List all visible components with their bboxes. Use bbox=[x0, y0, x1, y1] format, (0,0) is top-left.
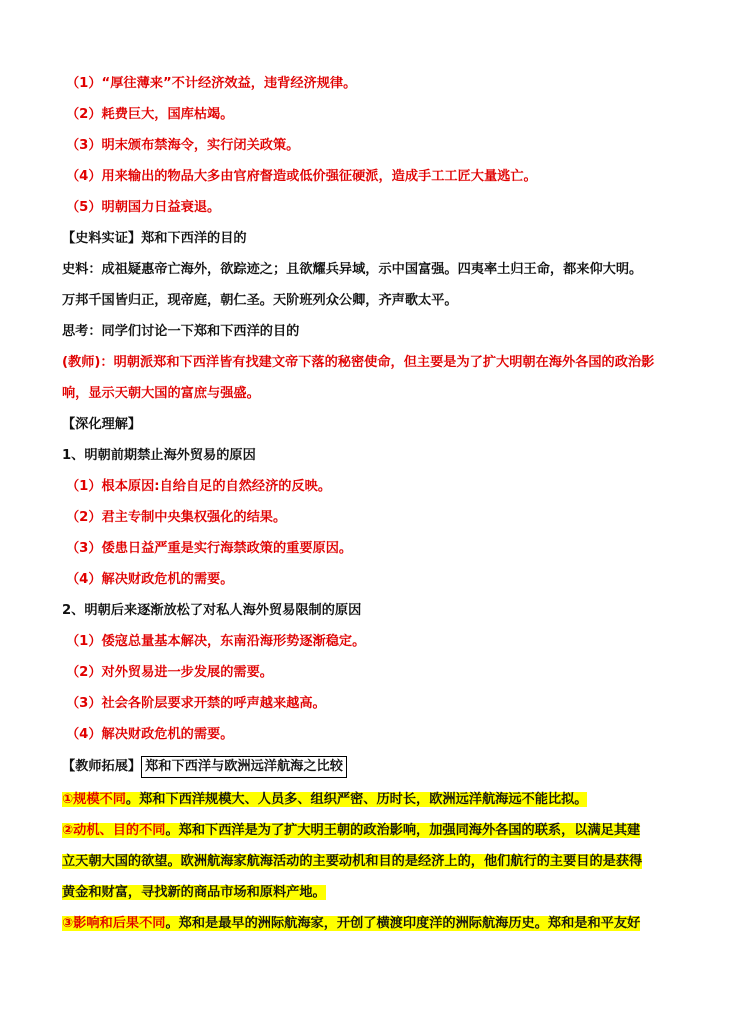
teacher-answer-line-2: 响，显示天朝大国的富庶与强盛。 bbox=[62, 386, 260, 401]
q1-item-1: （1）根本原因:自给自足的自然经济的反映。 bbox=[66, 479, 332, 494]
compare-2-line-2 bbox=[62, 846, 692, 877]
compare-2-text-3: 黄金和财富，寻找新的商品市场和原料产地。 bbox=[62, 885, 326, 900]
compare-1-body: 。郑和下西洋规模大、人员多、组织严密、历时长，欧洲远洋航海远不能比拟。 bbox=[125, 792, 588, 807]
compare-3 bbox=[62, 908, 692, 939]
compare-1-head: ①规模不同 bbox=[62, 792, 126, 807]
source-line-2: 万邦千国皆归正，现帝庭，朝仁圣。天阶班列众公卿，齐声歌太平。 bbox=[62, 293, 458, 308]
reason-item-3: （3）明末颁布禁海令，实行闭关政策。 bbox=[66, 138, 300, 153]
compare-3-head: ③影响和后果不同 bbox=[62, 916, 166, 931]
deepen-heading: 【深化理解】 bbox=[62, 417, 142, 432]
q2-item-1: （1）倭寇总量基本解决，东南沿海形势逐渐稳定。 bbox=[66, 634, 366, 649]
extend-title-box: 郑和下西洋与欧洲远洋航海之比较 bbox=[141, 756, 347, 778]
teacher-answer-line-1: (教师)：明朝派郑和下西洋皆有找建文帝下落的秘密使命，但主要是为了扩大明朝在海外各国的政治影 bbox=[62, 355, 655, 370]
reason-item-4: （4）用来输出的物品大多由官府督造或低价强征硬派，造成手工工匠大量逃亡。 bbox=[66, 169, 537, 184]
compare-2-head: ②动机、目的不同 bbox=[62, 823, 166, 838]
reason-item-5: （5）明朝国力日益衰退。 bbox=[66, 200, 221, 215]
extend-label: 【教师拓展】 bbox=[62, 759, 142, 774]
q2-item-4: （4）解决财政危机的需要。 bbox=[66, 727, 234, 742]
q1-item-3: （3）倭患日益严重是实行海禁政策的重要原因。 bbox=[66, 541, 353, 556]
reason-item-1: （1）“厚往薄来”不计经济效益，违背经济规律。 bbox=[66, 76, 357, 91]
extend-heading bbox=[62, 750, 692, 784]
document-page bbox=[62, 68, 692, 939]
evidence-heading bbox=[62, 223, 692, 254]
compare-3-body: 。郑和是最早的洲际航海家，开创了横渡印度洋的洲际航海历史。郑和是和平友好 bbox=[165, 916, 641, 931]
compare-2-text-2: 立天朝大国的欲望。欧洲航海家航海活动的主要动机和目的是经济上的，他们航行的主要目的是获得 bbox=[62, 854, 643, 869]
compare-2 bbox=[62, 815, 692, 846]
compare-1 bbox=[62, 784, 692, 815]
q1-title: 1、明朝前期禁止海外贸易的原因 bbox=[62, 448, 256, 463]
q1-item-2: （2）君主专制中央集权强化的结果。 bbox=[66, 510, 287, 525]
source-line-1: 史料：成祖疑惠帝亡海外，欲踪迹之；且欲耀兵异域，示中国富强。四夷率土归王命，都来仰大明。 bbox=[62, 262, 643, 277]
q2-item-3: （3）社会各阶层要求开禁的呼声越来越高。 bbox=[66, 696, 326, 711]
evidence-label: 【史料实证】 bbox=[62, 231, 142, 246]
evidence-title: 郑和下西洋的目的 bbox=[141, 231, 247, 246]
q2-title: 2、明朝后来逐渐放松了对私人海外贸易限制的原因 bbox=[62, 603, 362, 618]
compare-2-body: 。郑和下西洋是为了扩大明王朝的政治影响，加强同海外各国的联系，以满足其建 bbox=[165, 823, 641, 838]
q1-item-4: （4）解决财政危机的需要。 bbox=[66, 572, 234, 587]
q2-item-2: （2）对外贸易进一步发展的需要。 bbox=[66, 665, 273, 680]
think-question: 思考：同学们讨论一下郑和下西洋的目的 bbox=[62, 324, 300, 339]
reason-item-2: （2）耗费巨大，国库枯竭。 bbox=[66, 107, 234, 122]
compare-2-line-3 bbox=[62, 877, 692, 908]
